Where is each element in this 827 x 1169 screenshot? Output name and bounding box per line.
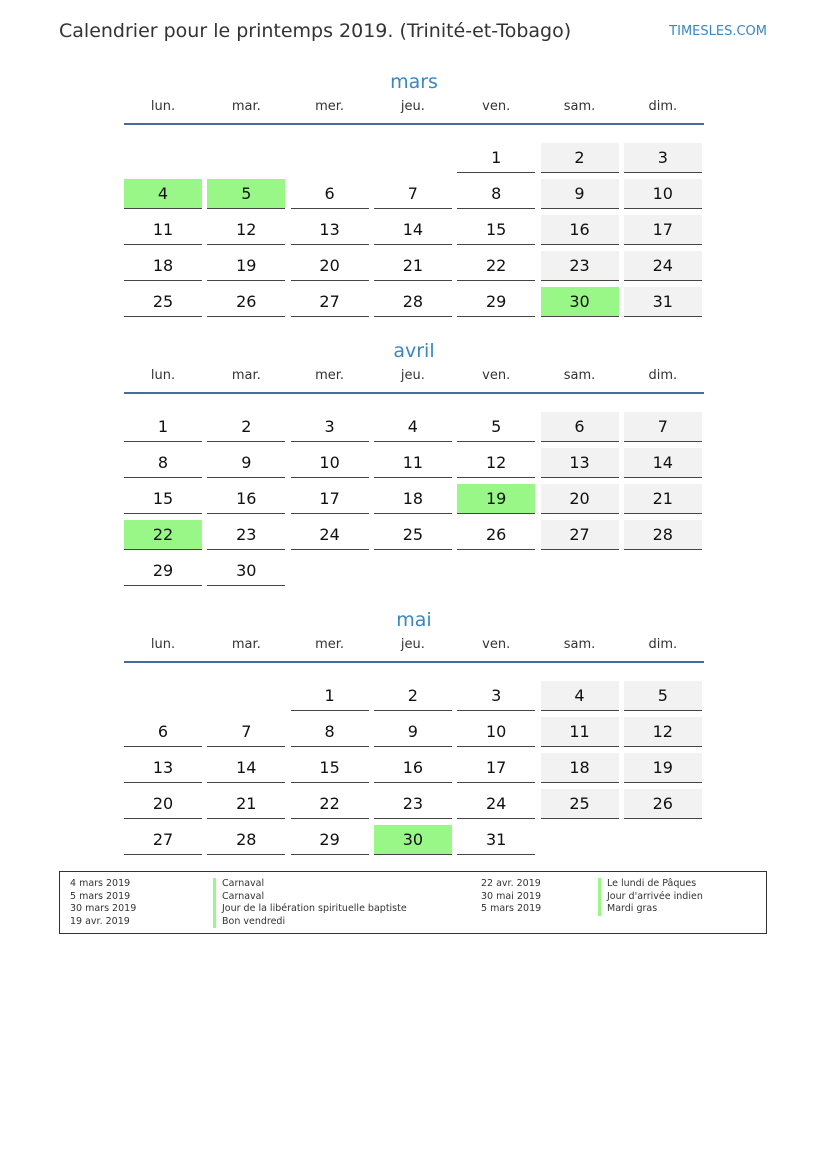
day-cell: 5 bbox=[457, 412, 535, 442]
weekday-label: mar. bbox=[231, 637, 261, 652]
day-cell: 20 bbox=[291, 251, 369, 281]
weekday-label: dim. bbox=[648, 368, 678, 383]
day-cell: 31 bbox=[457, 825, 535, 855]
holiday-day-cell: 19 bbox=[457, 484, 535, 514]
day-cell: 1 bbox=[124, 412, 202, 442]
weekday-header bbox=[124, 637, 704, 657]
day-cell: 24 bbox=[624, 251, 702, 281]
day-cell: 21 bbox=[624, 484, 702, 514]
legend-date: 19 avr. 2019 bbox=[70, 915, 130, 927]
weekday-header bbox=[124, 99, 704, 119]
day-cell: 8 bbox=[457, 179, 535, 209]
weekday-label: jeu. bbox=[400, 637, 425, 652]
day-cell: 25 bbox=[541, 789, 619, 819]
day-cell: 23 bbox=[541, 251, 619, 281]
day-cell: 7 bbox=[207, 717, 285, 747]
weekday-label: ven. bbox=[482, 368, 511, 383]
weekday-label: mar. bbox=[231, 368, 261, 383]
legend-date: 30 mars 2019 bbox=[70, 903, 137, 914]
legend-date: 5 mars 2019 bbox=[481, 903, 542, 914]
weekday-label: jeu. bbox=[400, 99, 425, 114]
day-cell: 8 bbox=[291, 717, 369, 747]
legend-holiday-name: Carnaval bbox=[213, 878, 264, 891]
day-cell: 20 bbox=[541, 484, 619, 514]
day-cell: 13 bbox=[291, 215, 369, 245]
legend-holiday-name: Le lundi de Pâques bbox=[598, 878, 696, 891]
day-cell: 3 bbox=[624, 143, 702, 173]
day-cell: 10 bbox=[291, 448, 369, 478]
holiday-day-cell: 5 bbox=[207, 179, 285, 209]
weekday-label: mer. bbox=[315, 368, 345, 383]
day-cell: 27 bbox=[541, 520, 619, 550]
legend-holiday-name: Mardi gras bbox=[598, 903, 657, 916]
day-cell: 6 bbox=[291, 179, 369, 209]
day-cell: 27 bbox=[291, 287, 369, 317]
day-cell: 20 bbox=[124, 789, 202, 819]
day-cell: 15 bbox=[457, 215, 535, 245]
day-cell: 19 bbox=[207, 251, 285, 281]
day-cell: 2 bbox=[374, 681, 452, 711]
weekday-label: sam. bbox=[563, 368, 596, 383]
day-cell: 7 bbox=[624, 412, 702, 442]
weekday-label: sam. bbox=[563, 99, 596, 114]
weekday-header bbox=[124, 368, 704, 388]
day-cell: 23 bbox=[374, 789, 452, 819]
day-cell: 18 bbox=[541, 753, 619, 783]
weekday-label: dim. bbox=[648, 637, 678, 652]
header-rule bbox=[124, 392, 704, 394]
day-cell: 8 bbox=[124, 448, 202, 478]
day-cell: 15 bbox=[124, 484, 202, 514]
legend-date: 22 avr. 2019 bbox=[481, 878, 541, 889]
day-cell: 17 bbox=[624, 215, 702, 245]
day-cell: 28 bbox=[374, 287, 452, 317]
day-cell: 31 bbox=[624, 287, 702, 317]
month-mai bbox=[124, 607, 704, 849]
weekday-label: lun. bbox=[150, 368, 176, 383]
weekday-label: mer. bbox=[315, 99, 345, 114]
day-cell: 2 bbox=[541, 143, 619, 173]
weekday-label: sam. bbox=[563, 637, 596, 652]
day-cell: 6 bbox=[124, 717, 202, 747]
day-cell: 4 bbox=[541, 681, 619, 711]
day-cell: 29 bbox=[124, 556, 202, 586]
weekday-label: ven. bbox=[482, 637, 511, 652]
day-cell: 26 bbox=[207, 287, 285, 317]
day-cell: 16 bbox=[541, 215, 619, 245]
day-cell: 23 bbox=[207, 520, 285, 550]
day-cell: 2 bbox=[207, 412, 285, 442]
holiday-day-cell: 30 bbox=[374, 825, 452, 855]
day-cell: 29 bbox=[291, 825, 369, 855]
day-cell: 16 bbox=[374, 753, 452, 783]
day-cell: 10 bbox=[457, 717, 535, 747]
day-cell: 13 bbox=[541, 448, 619, 478]
day-cell: 12 bbox=[207, 215, 285, 245]
month-title: avril bbox=[393, 340, 435, 362]
day-cell: 30 bbox=[207, 556, 285, 586]
day-cell: 24 bbox=[291, 520, 369, 550]
weekday-label: dim. bbox=[648, 99, 678, 114]
day-cell: 28 bbox=[207, 825, 285, 855]
day-cell: 17 bbox=[291, 484, 369, 514]
day-cell: 24 bbox=[457, 789, 535, 819]
day-cell: 27 bbox=[124, 825, 202, 855]
day-cell: 1 bbox=[291, 681, 369, 711]
weekday-label: mar. bbox=[231, 99, 261, 114]
day-cell: 4 bbox=[374, 412, 452, 442]
day-cell: 11 bbox=[541, 717, 619, 747]
holiday-legend bbox=[59, 871, 767, 934]
day-cell: 25 bbox=[374, 520, 452, 550]
holiday-day-cell: 4 bbox=[124, 179, 202, 209]
legend-date: 30 mai 2019 bbox=[481, 890, 542, 902]
weekday-label: ven. bbox=[482, 99, 511, 114]
day-cell: 21 bbox=[207, 789, 285, 819]
weekday-label: lun. bbox=[150, 99, 176, 114]
day-cell: 11 bbox=[374, 448, 452, 478]
day-cell: 5 bbox=[624, 681, 702, 711]
day-cell: 9 bbox=[207, 448, 285, 478]
day-cell: 17 bbox=[457, 753, 535, 783]
day-cell: 19 bbox=[624, 753, 702, 783]
day-cell: 10 bbox=[624, 179, 702, 209]
legend-date: 4 mars 2019 bbox=[70, 878, 131, 889]
day-cell: 26 bbox=[624, 789, 702, 819]
day-cell: 9 bbox=[374, 717, 452, 747]
day-cell: 3 bbox=[291, 412, 369, 442]
day-cell: 3 bbox=[457, 681, 535, 711]
header-rule bbox=[124, 123, 704, 125]
day-cell: 6 bbox=[541, 412, 619, 442]
weekday-label: jeu. bbox=[400, 368, 425, 383]
weekday-label: lun. bbox=[150, 637, 176, 652]
page-title: Calendrier pour le printemps 2019. (Trinité-et-Tobago) bbox=[59, 20, 572, 42]
legend-date: 5 mars 2019 bbox=[70, 890, 131, 902]
day-cell: 26 bbox=[457, 520, 535, 550]
day-cell: 25 bbox=[124, 287, 202, 317]
header-rule bbox=[124, 661, 704, 663]
holiday-day-cell: 22 bbox=[124, 520, 202, 550]
day-cell: 22 bbox=[291, 789, 369, 819]
day-cell: 21 bbox=[374, 251, 452, 281]
month-mars bbox=[124, 69, 704, 311]
day-cell: 22 bbox=[457, 251, 535, 281]
day-cell: 16 bbox=[207, 484, 285, 514]
day-cell: 18 bbox=[374, 484, 452, 514]
day-cell: 28 bbox=[624, 520, 702, 550]
legend-holiday-name: Jour d'arrivée indien bbox=[598, 891, 703, 904]
day-cell: 14 bbox=[624, 448, 702, 478]
day-cell: 18 bbox=[124, 251, 202, 281]
day-cell: 15 bbox=[291, 753, 369, 783]
month-title: mars bbox=[390, 71, 438, 93]
day-cell: 11 bbox=[124, 215, 202, 245]
legend-holiday-name: Carnaval bbox=[213, 891, 264, 904]
month-avril bbox=[124, 338, 704, 580]
day-cell: 9 bbox=[541, 179, 619, 209]
day-cell: 7 bbox=[374, 179, 452, 209]
legend-holiday-name: Bon vendredi bbox=[213, 916, 285, 929]
legend-holiday-name: Jour de la libération spirituelle baptiste bbox=[213, 903, 407, 916]
month-title: mai bbox=[396, 609, 432, 631]
day-cell: 12 bbox=[624, 717, 702, 747]
brand-link[interactable]: TIMESLES.COM bbox=[669, 24, 767, 39]
day-cell: 29 bbox=[457, 287, 535, 317]
weekday-label: mer. bbox=[315, 637, 345, 652]
day-cell: 14 bbox=[207, 753, 285, 783]
day-cell: 12 bbox=[457, 448, 535, 478]
day-cell: 1 bbox=[457, 143, 535, 173]
day-cell: 14 bbox=[374, 215, 452, 245]
day-cell: 13 bbox=[124, 753, 202, 783]
holiday-day-cell: 30 bbox=[541, 287, 619, 317]
